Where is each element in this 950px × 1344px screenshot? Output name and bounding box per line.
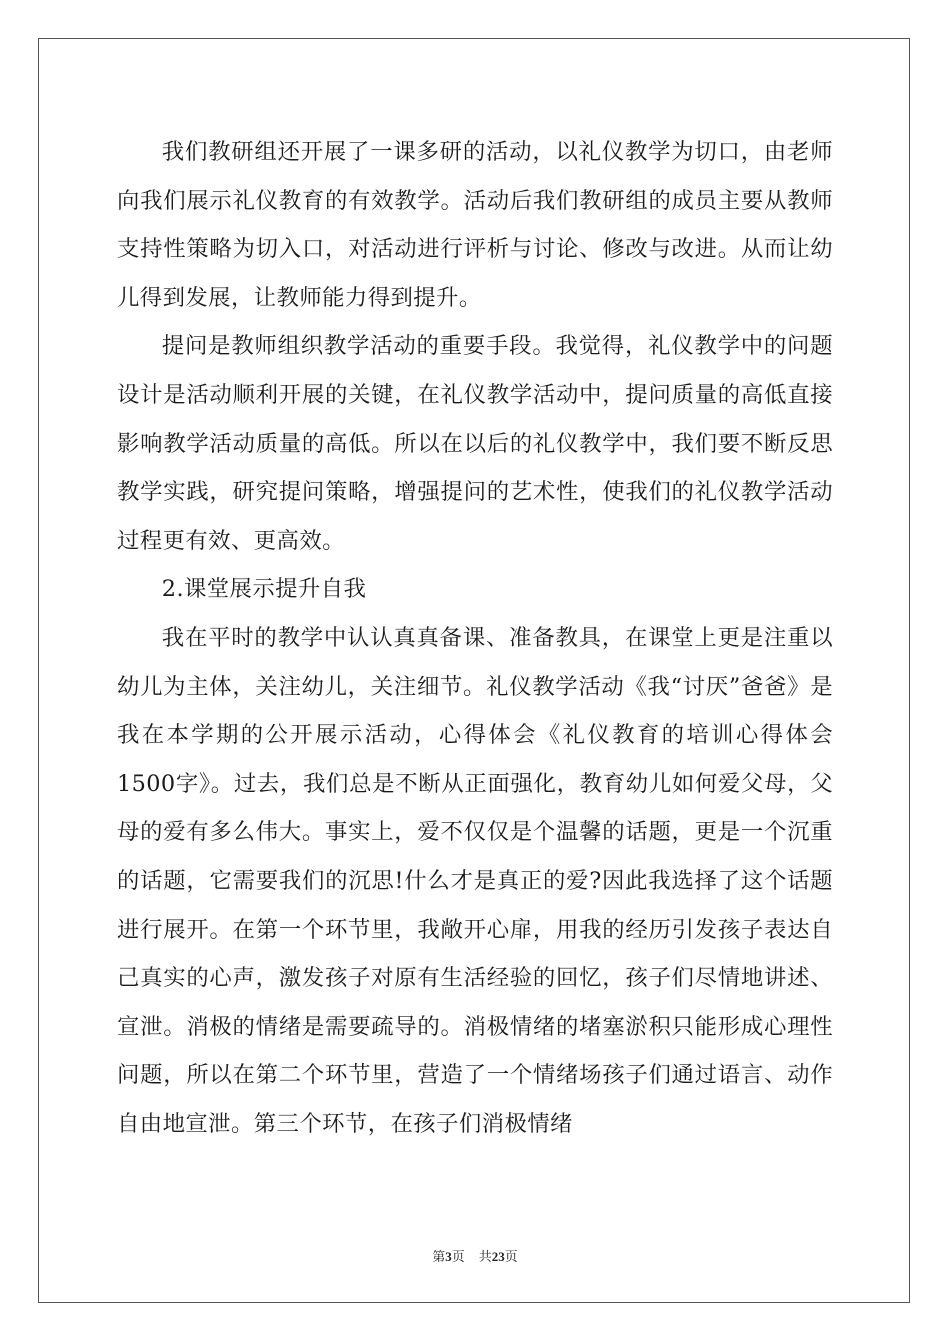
paragraph-2: 提问是教师组织教学活动的重要手段。我觉得，礼仪教学中的问题设计是活动顺利开展的关键，在礼仪教学活动中，提问质量的高低直接影响教学活动质量的高低。所以在以后的礼仪教学中，我们要不断反思教学实践，研究提问策略，增强提问的艺术性，使我们的礼仪教学活动过程更有效、更高效。: [117, 333, 833, 554]
paragraph-3: 我在平时的教学中认认真真备课、准备教具，在课堂上更是注重以幼儿为主体，关注幼儿，关注细节。礼仪教学活动《我“讨厌”爸爸》是我在本学期的公开展示活动，心得体会《礼仪教育的培训心得体会1500字》。过去，我们总是不断从正面强化，教育幼儿如何爱父母，父母的爱有多么伟大。事实上，爱不仅仅是个温馨的话题，更是一个沉重的话题，它需要我们的沉思!什么才是真正的爱?因此我选择了这个话题进行展开。在第一个环节里，我敞开心扉，用我的经历引发孩子表达自己真实的心声，激发孩子对原有生活经验的回忆，孩子们尽情地讲述、宣泄。消极的情绪是需要疏导的。消极情绪的堵塞淤积只能形成心理性问题，所以在第二个环节里，营造了一个情绪场孩子们通过语言、动作自由地宣泄。第三个环节，在孩子们消极情绪: [117, 624, 833, 1137]
document-body: [117, 128, 833, 1148]
page-unit: 页: [451, 1250, 465, 1265]
page-footer: [0, 1246, 950, 1265]
paragraph-1: 我们教研组还开展了一课多研的活动，以礼仪教学为切口，由老师向我们展示礼仪教育的有效教学。活动后我们教研组的成员主要从教师支持性策略为切入口，对活动进行评析与讨论、修改与改进。从而让幼儿得到发展，让教师能力得到提升。: [117, 139, 833, 311]
section-heading: 2.课堂展示提升自我: [161, 576, 367, 603]
total-page-number: 23: [491, 1249, 505, 1264]
total-prefix: 共: [478, 1250, 492, 1265]
current-page-number: 3: [445, 1249, 452, 1264]
page-prefix: 第: [432, 1250, 446, 1265]
total-unit: 页: [504, 1250, 518, 1265]
